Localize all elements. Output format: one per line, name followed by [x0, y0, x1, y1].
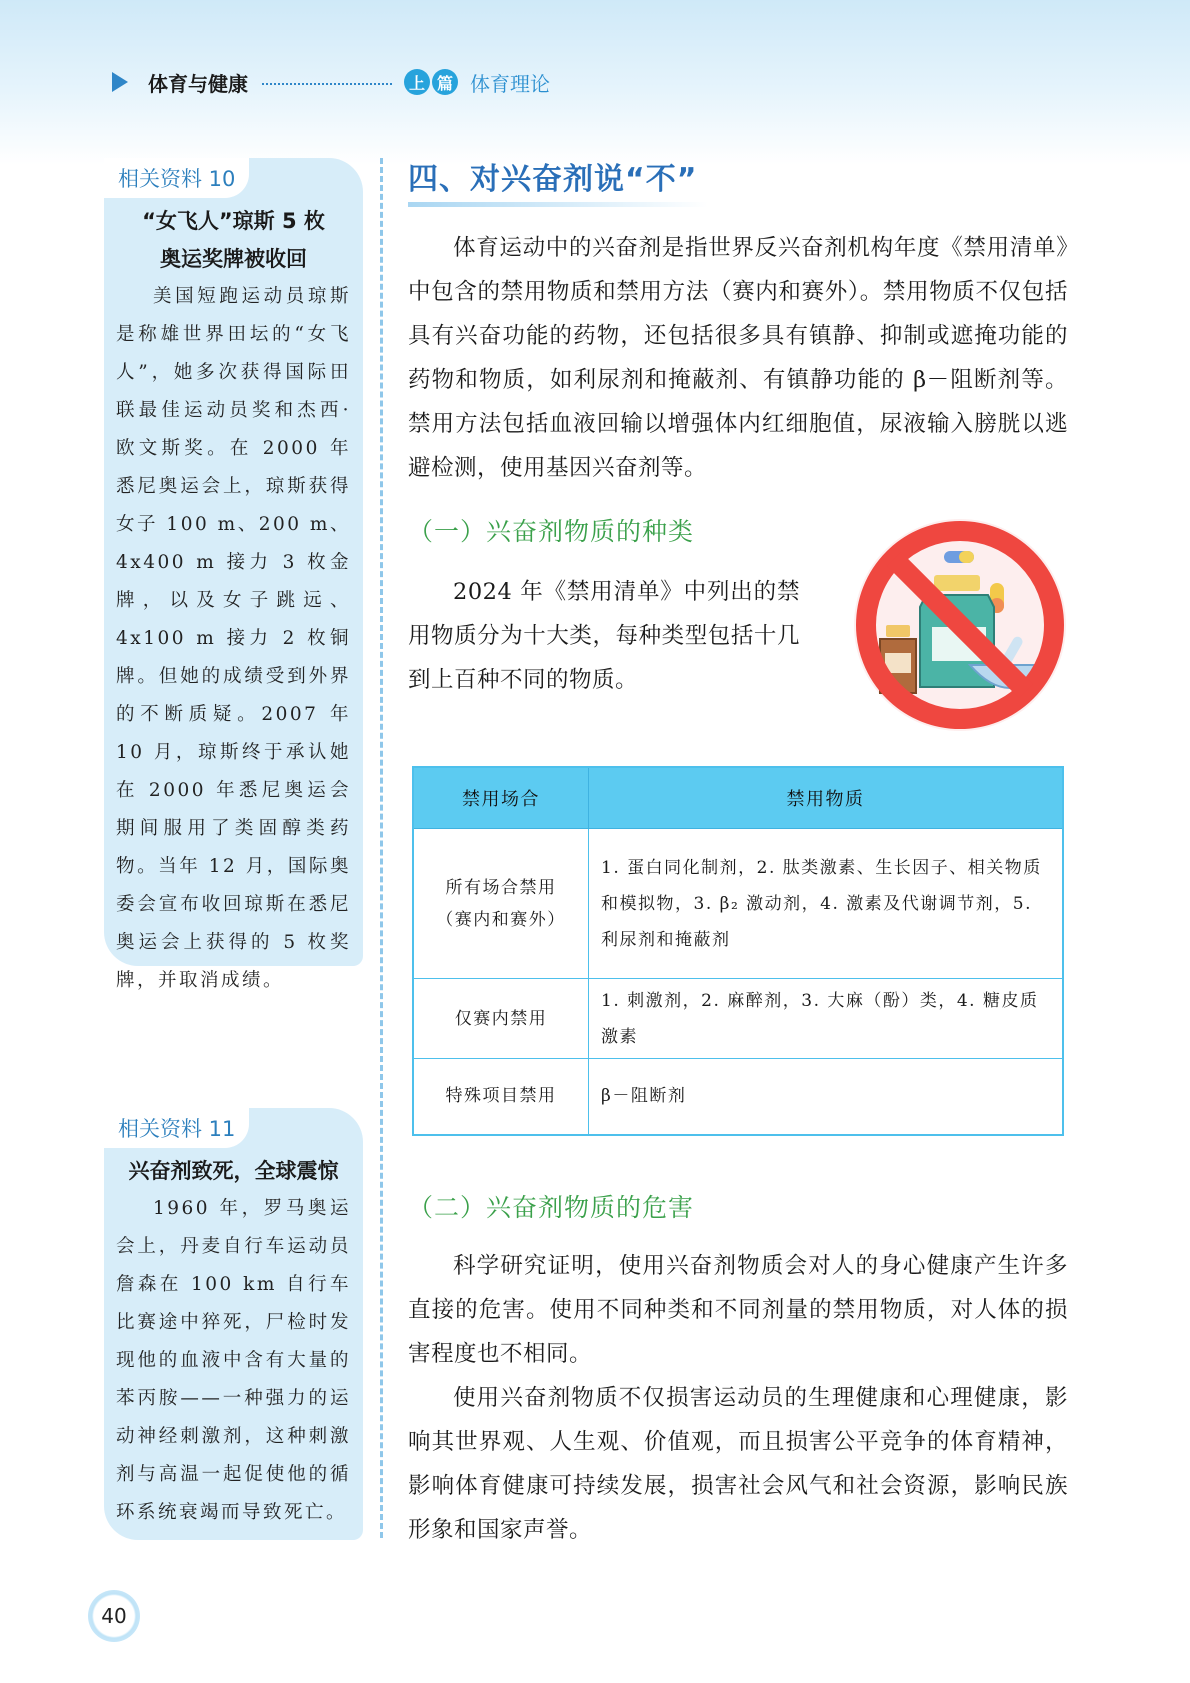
section-title-underline	[408, 202, 708, 207]
occasion-line: 所有场合禁用	[445, 877, 557, 898]
running-header	[112, 66, 550, 98]
intro-paragraph: 体育运动中的兴奋剂是指世界反兴奋剂机构年度《禁用清单》中包含的禁用物质和禁用方法（赛内和赛外）。禁用物质不仅包括具有兴奋功能的药物，还包括很多具有镇静、抑制或遮掩功能的药物和物质，如利尿剂和掩蔽剂、有镇静功能的 β－阻断剂等。禁用方法包括血液回输以增强体内红细胞值，尿液输入膀胱以逃避检测，使用基因兴奋剂等。	[408, 235, 1068, 481]
play-arrow-icon	[112, 72, 128, 92]
table-header-row	[413, 767, 1063, 829]
sidebar-divider	[380, 158, 383, 1538]
section-heading-block	[408, 154, 1068, 207]
related-info-body: 1960 年，罗马奥运会上，丹麦自行车运动员詹森在 100 km 自行车比赛途中猝死，尸检时发现他的血液中含有大量的苯丙胺——一种强力的运动神经刺激剂，这种刺激剂与高温一起促使他的循环系统衰竭而导致死亡。	[116, 1198, 351, 1523]
related-info-body: 美国短跑运动员琼斯是称雄世界田坛的“女飞人”，她多次获得国际田联最佳运动员奖和杰西·欧文斯奖。在 2000 年悉尼奥运会上，琼斯获得女子 100 m、200 m、4x400 m 接力 3 枚金牌，以及女子跳远、4x100 m 接力 2 枚铜牌。但她的成绩受到外界的不断质疑。2007 年 10 月，琼斯终于承认她在 2000 年悉尼奥运会期间服用了类固醇类药物。当年 12 月，国际奥委会宣布收回琼斯在悉尼奥运会上获得的 5 枚奖牌，并取消成绩。	[116, 286, 351, 991]
occasion-cell	[413, 1059, 589, 1135]
substances-cell: β－阻断剂	[589, 1059, 1064, 1135]
related-info-box-10	[104, 158, 363, 991]
related-info-title-line: 兴奋剂致死，全球震惊	[128, 1159, 339, 1183]
subsection-1-text-block	[408, 570, 800, 702]
part-mark-pian: 篇	[432, 69, 458, 95]
table-row	[413, 979, 1063, 1059]
occasion-cell	[413, 979, 589, 1059]
substances-cell: 1. 刺激剂，2. 麻醉剂，3. 大麻（酚）类，4. 糖皮质激素	[589, 979, 1064, 1059]
subsection-2-paragraph: 科学研究证明，使用兴奋剂物质会对人的身心健康产生许多直接的危害。使用不同种类和不同剂量的禁用物质，对人体的损害程度也不相同。	[408, 1253, 1068, 1367]
part-mark-shang: 上	[404, 69, 430, 95]
subsection-2-paragraph: 使用兴奋剂物质不仅损害运动员的生理健康和心理健康，影响其世界观、人生观、价值观，而且损害公平竞争的体育精神，影响体育健康可持续发展，损害社会风气和社会资源，影响民族形象和国家声誉。	[408, 1385, 1068, 1543]
related-info-box-11	[104, 1108, 363, 1540]
table-row	[413, 1059, 1063, 1135]
banned-substances-table	[412, 766, 1064, 1136]
subsection-2-heading	[408, 1188, 1068, 1224]
column-header-substances: 禁用物质	[589, 767, 1064, 829]
subsection-1-paragraph: 2024 年《禁用清单》中列出的禁用物质分为十大类，每种类型包括十几到上百种不同的物质。	[408, 579, 800, 693]
header-dotted-leader	[262, 83, 392, 85]
book-title: 体育与健康	[148, 71, 248, 96]
occasion-cell	[413, 829, 589, 979]
part-title: 体育理论	[470, 71, 550, 96]
related-info-label: 相关资料 10	[104, 158, 249, 198]
related-info-label: 相关资料 11	[104, 1108, 249, 1148]
occasion-line: （赛内和赛外）	[436, 909, 566, 930]
subsection-title: （二）兴奋剂物质的危害	[408, 1193, 695, 1222]
no-drugs-icon	[850, 515, 1070, 735]
subsection-2-text-block	[408, 1244, 1068, 1552]
column-header-occasion: 禁用场合	[413, 767, 589, 829]
table-row	[413, 829, 1063, 979]
intro-block	[408, 226, 1068, 490]
page-number: 40	[88, 1590, 140, 1642]
section-title: 四、对兴奋剂说“不”	[408, 162, 698, 197]
occasion-line: 仅赛内禁用	[454, 1008, 548, 1029]
related-info-title-line: 奥运奖牌被收回	[160, 247, 307, 271]
substances-cell: 1. 蛋白同化制剂，2. 肽类激素、生长因子、相关物质和模拟物，3. β₂ 激动剂，4. 激素及代谢调节剂，5. 利尿剂和掩蔽剂	[589, 829, 1064, 979]
related-info-title-line: “女飞人”琼斯 5 枚	[142, 209, 325, 233]
subsection-title: （一）兴奋剂物质的种类	[408, 517, 695, 546]
capsule-icon	[944, 551, 974, 563]
occasion-line: 特殊项目禁用	[445, 1086, 557, 1107]
